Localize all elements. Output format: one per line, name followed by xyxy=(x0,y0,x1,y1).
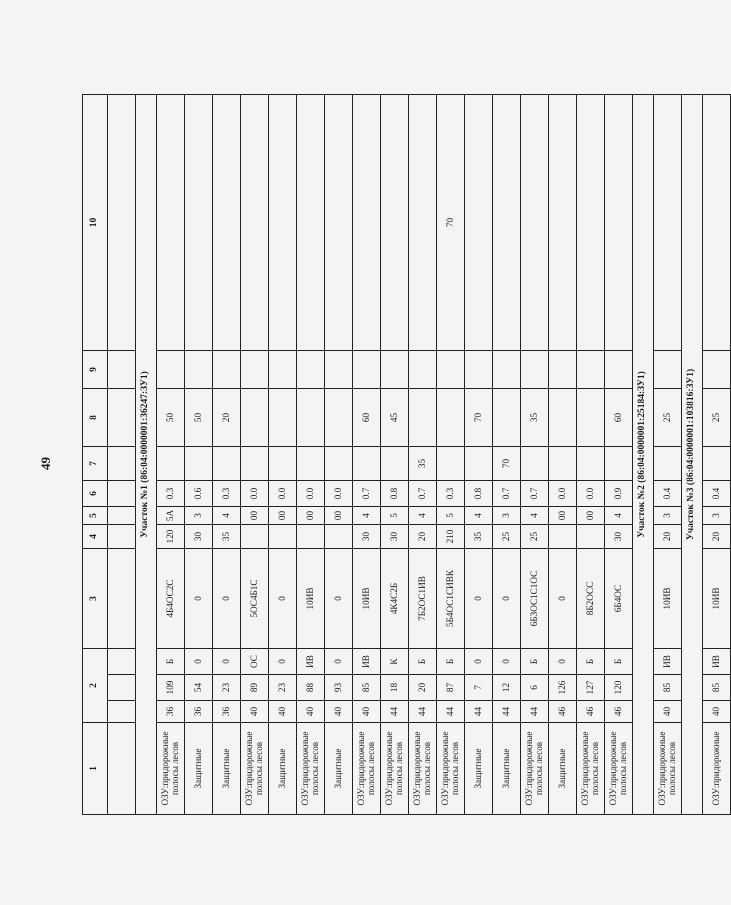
table-cell xyxy=(605,351,633,389)
table-row xyxy=(409,95,437,815)
table-cell: 10ИВ xyxy=(703,549,731,649)
table-cell: ОС xyxy=(241,649,269,675)
section-header-row xyxy=(682,95,703,815)
table-cell xyxy=(108,675,136,701)
table-cell xyxy=(549,389,577,447)
section-label: Участок №2 (86:04:0000001:25184:ЗУ1) xyxy=(633,95,654,815)
table-cell: ИВ xyxy=(703,649,731,675)
table-cell: ОЗУ:придорожные полосы лесов xyxy=(157,723,185,815)
table-cell: 10ИВ xyxy=(654,549,682,649)
table-cell: Защитные xyxy=(185,723,213,815)
table-cell: 4Б4ОС2С xyxy=(157,549,185,649)
table-cell xyxy=(241,525,269,549)
table-cell: 40 xyxy=(269,701,297,723)
table-cell: ОЗУ:придорожные полосы лесов xyxy=(381,723,409,815)
table-cell: 126 xyxy=(549,675,577,701)
table-cell xyxy=(241,389,269,447)
table-cell: 210 xyxy=(437,525,465,549)
table-cell: 60 xyxy=(353,389,381,447)
table-cell: 0 xyxy=(493,549,521,649)
table-cell: 87 xyxy=(437,675,465,701)
table-cell xyxy=(549,447,577,481)
table-cell: 35 xyxy=(213,525,241,549)
table-cell xyxy=(381,447,409,481)
table-cell: 44 xyxy=(409,701,437,723)
table-cell: 60 xyxy=(605,389,633,447)
table-cell xyxy=(297,525,325,549)
table-cell: 4 xyxy=(605,507,633,525)
table-cell: 46 xyxy=(577,701,605,723)
table-cell: 3 xyxy=(654,507,682,525)
table-cell xyxy=(108,95,136,351)
table-cell xyxy=(577,351,605,389)
section-header-row xyxy=(633,95,654,815)
table-cell: 30 xyxy=(605,525,633,549)
table-cell: 5ОС4Б1С xyxy=(241,549,269,649)
table-cell: 88 xyxy=(297,675,325,701)
table-cell: 0 xyxy=(465,649,493,675)
table-cell: Б xyxy=(577,649,605,675)
table-cell: 44 xyxy=(493,701,521,723)
table-cell xyxy=(157,351,185,389)
page-number: 49 xyxy=(38,457,53,470)
table-row xyxy=(703,95,731,815)
table-cell: 40 xyxy=(325,701,353,723)
table-cell xyxy=(465,95,493,351)
table-cell: 85 xyxy=(353,675,381,701)
table-cell xyxy=(108,447,136,481)
table-cell: ОЗУ:придорожные полосы лесов xyxy=(577,723,605,815)
table-cell: Защитные xyxy=(269,723,297,815)
table-cell: 35 xyxy=(409,447,437,481)
table-cell: 30 xyxy=(185,525,213,549)
column-header: 5 xyxy=(83,507,108,525)
table-cell: 10ИВ xyxy=(297,549,325,649)
table-cell: 0.4 xyxy=(654,481,682,507)
table-cell xyxy=(269,447,297,481)
table-cell xyxy=(325,389,353,447)
table-cell: Защитные xyxy=(325,723,353,815)
table-cell xyxy=(353,351,381,389)
table-cell: 25 xyxy=(654,389,682,447)
table-cell xyxy=(108,525,136,549)
table-cell xyxy=(654,447,682,481)
table-row xyxy=(185,95,213,815)
table-cell: 4 xyxy=(409,507,437,525)
table-cell: 20 xyxy=(703,525,731,549)
table-cell xyxy=(185,95,213,351)
table-cell xyxy=(409,95,437,351)
table-row xyxy=(353,95,381,815)
table-cell: 0.3 xyxy=(437,481,465,507)
column-header: 6 xyxy=(83,481,108,507)
table-cell xyxy=(185,351,213,389)
table-cell: 7 xyxy=(465,675,493,701)
table-cell xyxy=(437,351,465,389)
table-cell: 0 xyxy=(325,649,353,675)
table-cell: Б xyxy=(521,649,549,675)
table-cell: 20 xyxy=(213,389,241,447)
table-cell: 44 xyxy=(381,701,409,723)
table-cell: 0.8 xyxy=(465,481,493,507)
table-cell: 30 xyxy=(381,525,409,549)
rotated-table-container xyxy=(82,95,721,815)
table-cell xyxy=(437,389,465,447)
table-cell: 00 xyxy=(577,507,605,525)
table-row xyxy=(493,95,521,815)
table-cell: 35 xyxy=(465,525,493,549)
table-cell: 3 xyxy=(185,507,213,525)
table-cell: 20 xyxy=(654,525,682,549)
table-cell xyxy=(297,389,325,447)
table-cell: 0 xyxy=(325,549,353,649)
column-header: 4 xyxy=(83,525,108,549)
table-cell: 0 xyxy=(549,549,577,649)
table-cell xyxy=(213,447,241,481)
table-cell xyxy=(465,351,493,389)
column-header: 3 xyxy=(83,549,108,649)
table-cell xyxy=(703,351,731,389)
table-cell: 0.6 xyxy=(185,481,213,507)
table-cell: 4 xyxy=(521,507,549,525)
table-cell xyxy=(241,447,269,481)
table-cell: 4 xyxy=(213,507,241,525)
table-cell: 50 xyxy=(185,389,213,447)
table-cell: 18 xyxy=(381,675,409,701)
table-cell: 12 xyxy=(493,675,521,701)
table-cell: 70 xyxy=(465,389,493,447)
table-cell: К xyxy=(381,649,409,675)
table-cell: 36 xyxy=(185,701,213,723)
table-row xyxy=(297,95,325,815)
section-label: Участок №3 (86:04:0000001:103816:ЗУ1) xyxy=(682,95,703,815)
table-cell: 25 xyxy=(493,525,521,549)
table-row xyxy=(325,95,353,815)
table-cell: 44 xyxy=(437,701,465,723)
table-cell xyxy=(703,95,731,351)
table-cell: 0 xyxy=(269,649,297,675)
table-cell: ОЗУ:придорожные полосы лесов xyxy=(353,723,381,815)
column-header: 9 xyxy=(83,351,108,389)
table-row xyxy=(465,95,493,815)
table-cell xyxy=(654,95,682,351)
table-cell: 0.0 xyxy=(325,481,353,507)
table-cell xyxy=(269,95,297,351)
table-cell: 4К4С2Б xyxy=(381,549,409,649)
table-cell xyxy=(577,95,605,351)
table-cell: 0.0 xyxy=(549,481,577,507)
table-cell: 0 xyxy=(213,549,241,649)
table-cell: ОЗУ:придорожные полосы лесов xyxy=(241,723,269,815)
section-header-row xyxy=(136,95,157,815)
table-cell: 70 xyxy=(437,95,465,351)
table-cell: 0.7 xyxy=(493,481,521,507)
table-cell: 45 xyxy=(381,389,409,447)
table-cell xyxy=(549,351,577,389)
table-cell: 0.7 xyxy=(521,481,549,507)
table-cell: 50 xyxy=(157,389,185,447)
table-cell xyxy=(325,447,353,481)
table-cell: 4 xyxy=(465,507,493,525)
column-header: 7 xyxy=(83,447,108,481)
table-cell: ИВ xyxy=(297,649,325,675)
table-cell xyxy=(465,447,493,481)
table-cell xyxy=(297,351,325,389)
table-cell: 0.7 xyxy=(353,481,381,507)
table-cell: 0.4 xyxy=(703,481,731,507)
table-cell: Защитные xyxy=(549,723,577,815)
table-cell xyxy=(108,549,136,649)
table-cell xyxy=(703,447,731,481)
table-cell: ОЗУ:придорожные полосы лесов xyxy=(654,723,682,815)
table-cell xyxy=(549,95,577,351)
table-cell: 0 xyxy=(185,549,213,649)
table-row xyxy=(157,95,185,815)
table-cell: 93 xyxy=(325,675,353,701)
table-cell xyxy=(521,351,549,389)
table-cell: ИВ xyxy=(353,649,381,675)
table-cell xyxy=(269,525,297,549)
column-header: 10 xyxy=(83,95,108,351)
table-cell xyxy=(521,447,549,481)
table-cell: 25 xyxy=(521,525,549,549)
table-cell xyxy=(241,351,269,389)
table-cell xyxy=(185,447,213,481)
table-cell xyxy=(241,95,269,351)
table-cell: 5 xyxy=(437,507,465,525)
table-cell: 0.0 xyxy=(241,481,269,507)
table-cell xyxy=(493,95,521,351)
table-row xyxy=(381,95,409,815)
table-cell: 0.0 xyxy=(577,481,605,507)
table-cell: 00 xyxy=(325,507,353,525)
table-cell xyxy=(409,351,437,389)
table-cell: 0.7 xyxy=(409,481,437,507)
table-cell: 0 xyxy=(269,549,297,649)
table-cell xyxy=(493,389,521,447)
table-cell: 44 xyxy=(521,701,549,723)
table-cell xyxy=(297,447,325,481)
table-cell: 40 xyxy=(353,701,381,723)
table-cell xyxy=(521,95,549,351)
table-cell: 120 xyxy=(157,525,185,549)
table-row xyxy=(213,95,241,815)
table-cell: 00 xyxy=(297,507,325,525)
table-cell: Защитные xyxy=(213,723,241,815)
table-cell: 46 xyxy=(605,701,633,723)
table-cell: 20 xyxy=(409,675,437,701)
table-cell: 36 xyxy=(157,701,185,723)
table-cell: 25 xyxy=(703,389,731,447)
table-cell: 5Б4ОС1СИВК xyxy=(437,549,465,649)
table-cell: 0.8 xyxy=(381,481,409,507)
table-cell: Б xyxy=(437,649,465,675)
table-cell: 23 xyxy=(269,675,297,701)
table-cell xyxy=(493,351,521,389)
table-row xyxy=(108,95,136,815)
table-cell xyxy=(108,649,136,675)
table-cell: ОЗУ:придорожные полосы лесов xyxy=(409,723,437,815)
table-cell xyxy=(325,525,353,549)
table-cell: 36 xyxy=(213,701,241,723)
section-label: Участок №1 (86:04:0000001:36247:ЗУ1) xyxy=(136,95,157,815)
table-cell xyxy=(605,447,633,481)
table-cell xyxy=(157,447,185,481)
column-header: 1 xyxy=(83,723,108,815)
table-cell xyxy=(108,351,136,389)
table-cell: ОЗУ:придорожные xyxy=(703,723,731,815)
table-cell: 0 xyxy=(493,649,521,675)
table-cell xyxy=(269,351,297,389)
table-cell xyxy=(325,351,353,389)
table-cell: 0.9 xyxy=(605,481,633,507)
table-cell xyxy=(549,525,577,549)
table-cell: Защитные xyxy=(493,723,521,815)
table-cell xyxy=(269,389,297,447)
table-cell: 0.0 xyxy=(297,481,325,507)
table-row xyxy=(654,95,682,815)
table-cell: 4 xyxy=(353,507,381,525)
table-cell: 23 xyxy=(213,675,241,701)
table-cell: 3 xyxy=(703,507,731,525)
table-cell: 7Б2ОС1ИВ xyxy=(409,549,437,649)
table-cell xyxy=(409,389,437,447)
table-cell xyxy=(353,447,381,481)
table-cell: 0 xyxy=(213,649,241,675)
table-cell xyxy=(325,95,353,351)
forest-plot-table xyxy=(82,94,731,815)
table-cell: 5 xyxy=(381,507,409,525)
table-cell: 54 xyxy=(185,675,213,701)
table-cell: 70 xyxy=(493,447,521,481)
table-cell: 89 xyxy=(241,675,269,701)
table-cell: 0 xyxy=(185,649,213,675)
table-row xyxy=(437,95,465,815)
table-cell xyxy=(437,447,465,481)
table-cell: Б xyxy=(605,649,633,675)
table-cell: 5А xyxy=(157,507,185,525)
table-cell: 44 xyxy=(465,701,493,723)
column-header: 8 xyxy=(83,389,108,447)
table-cell: Б xyxy=(157,649,185,675)
table-cell xyxy=(577,447,605,481)
table-cell: 0 xyxy=(465,549,493,649)
table-cell: 10ИВ xyxy=(353,549,381,649)
table-cell: 6Б4ОС xyxy=(605,549,633,649)
table-cell: 120 xyxy=(605,675,633,701)
table-cell: ОЗУ:придорожные полосы лесов xyxy=(297,723,325,815)
table-cell: Б xyxy=(409,649,437,675)
table-cell: 35 xyxy=(521,389,549,447)
table-cell: 00 xyxy=(269,507,297,525)
table-cell: 20 xyxy=(409,525,437,549)
table-cell: 0.3 xyxy=(213,481,241,507)
table-cell: 0 xyxy=(549,649,577,675)
table-cell: 00 xyxy=(241,507,269,525)
table-cell xyxy=(108,389,136,447)
table-row xyxy=(605,95,633,815)
table-cell xyxy=(213,95,241,351)
table-cell: 40 xyxy=(654,701,682,723)
table-cell: 46 xyxy=(549,701,577,723)
column-header: 2 xyxy=(83,649,108,723)
table-body xyxy=(108,95,731,815)
table-cell xyxy=(213,351,241,389)
table-cell: 00 xyxy=(549,507,577,525)
table-cell: Защитные xyxy=(465,723,493,815)
table-cell xyxy=(381,351,409,389)
table-cell xyxy=(157,95,185,351)
table-cell xyxy=(577,389,605,447)
table-cell: ОЗУ:придорожные полосы лесов xyxy=(437,723,465,815)
table-cell: 3 xyxy=(493,507,521,525)
table-cell xyxy=(353,95,381,351)
table-row xyxy=(269,95,297,815)
table-row xyxy=(577,95,605,815)
table-cell: 6 xyxy=(521,675,549,701)
table-cell xyxy=(108,507,136,525)
table-cell xyxy=(605,95,633,351)
table-cell: 30 xyxy=(353,525,381,549)
table-cell: ОЗУ:придорожные полосы лесов xyxy=(605,723,633,815)
table-cell: 85 xyxy=(703,675,731,701)
table-cell: 0.3 xyxy=(157,481,185,507)
table-row xyxy=(549,95,577,815)
table-cell: 8Б2ОСС xyxy=(577,549,605,649)
table-cell: 127 xyxy=(577,675,605,701)
table-row xyxy=(241,95,269,815)
table-cell: 6Б3ОС1С1ОС xyxy=(521,549,549,649)
table-header-row xyxy=(83,95,108,815)
table-cell: 40 xyxy=(241,701,269,723)
table-cell: 0.0 xyxy=(269,481,297,507)
table-cell xyxy=(108,481,136,507)
table-cell: 40 xyxy=(703,701,731,723)
table-cell xyxy=(381,95,409,351)
table-cell xyxy=(577,525,605,549)
table-cell: 85 xyxy=(654,675,682,701)
table-cell: 40 xyxy=(297,701,325,723)
table-cell xyxy=(108,723,136,815)
table-cell: ИВ xyxy=(654,649,682,675)
table-cell: ОЗУ:придорожные полосы лесов xyxy=(521,723,549,815)
table-cell xyxy=(297,95,325,351)
table-cell: 109 xyxy=(157,675,185,701)
table-row xyxy=(521,95,549,815)
table-cell xyxy=(654,351,682,389)
table-cell xyxy=(108,701,136,723)
